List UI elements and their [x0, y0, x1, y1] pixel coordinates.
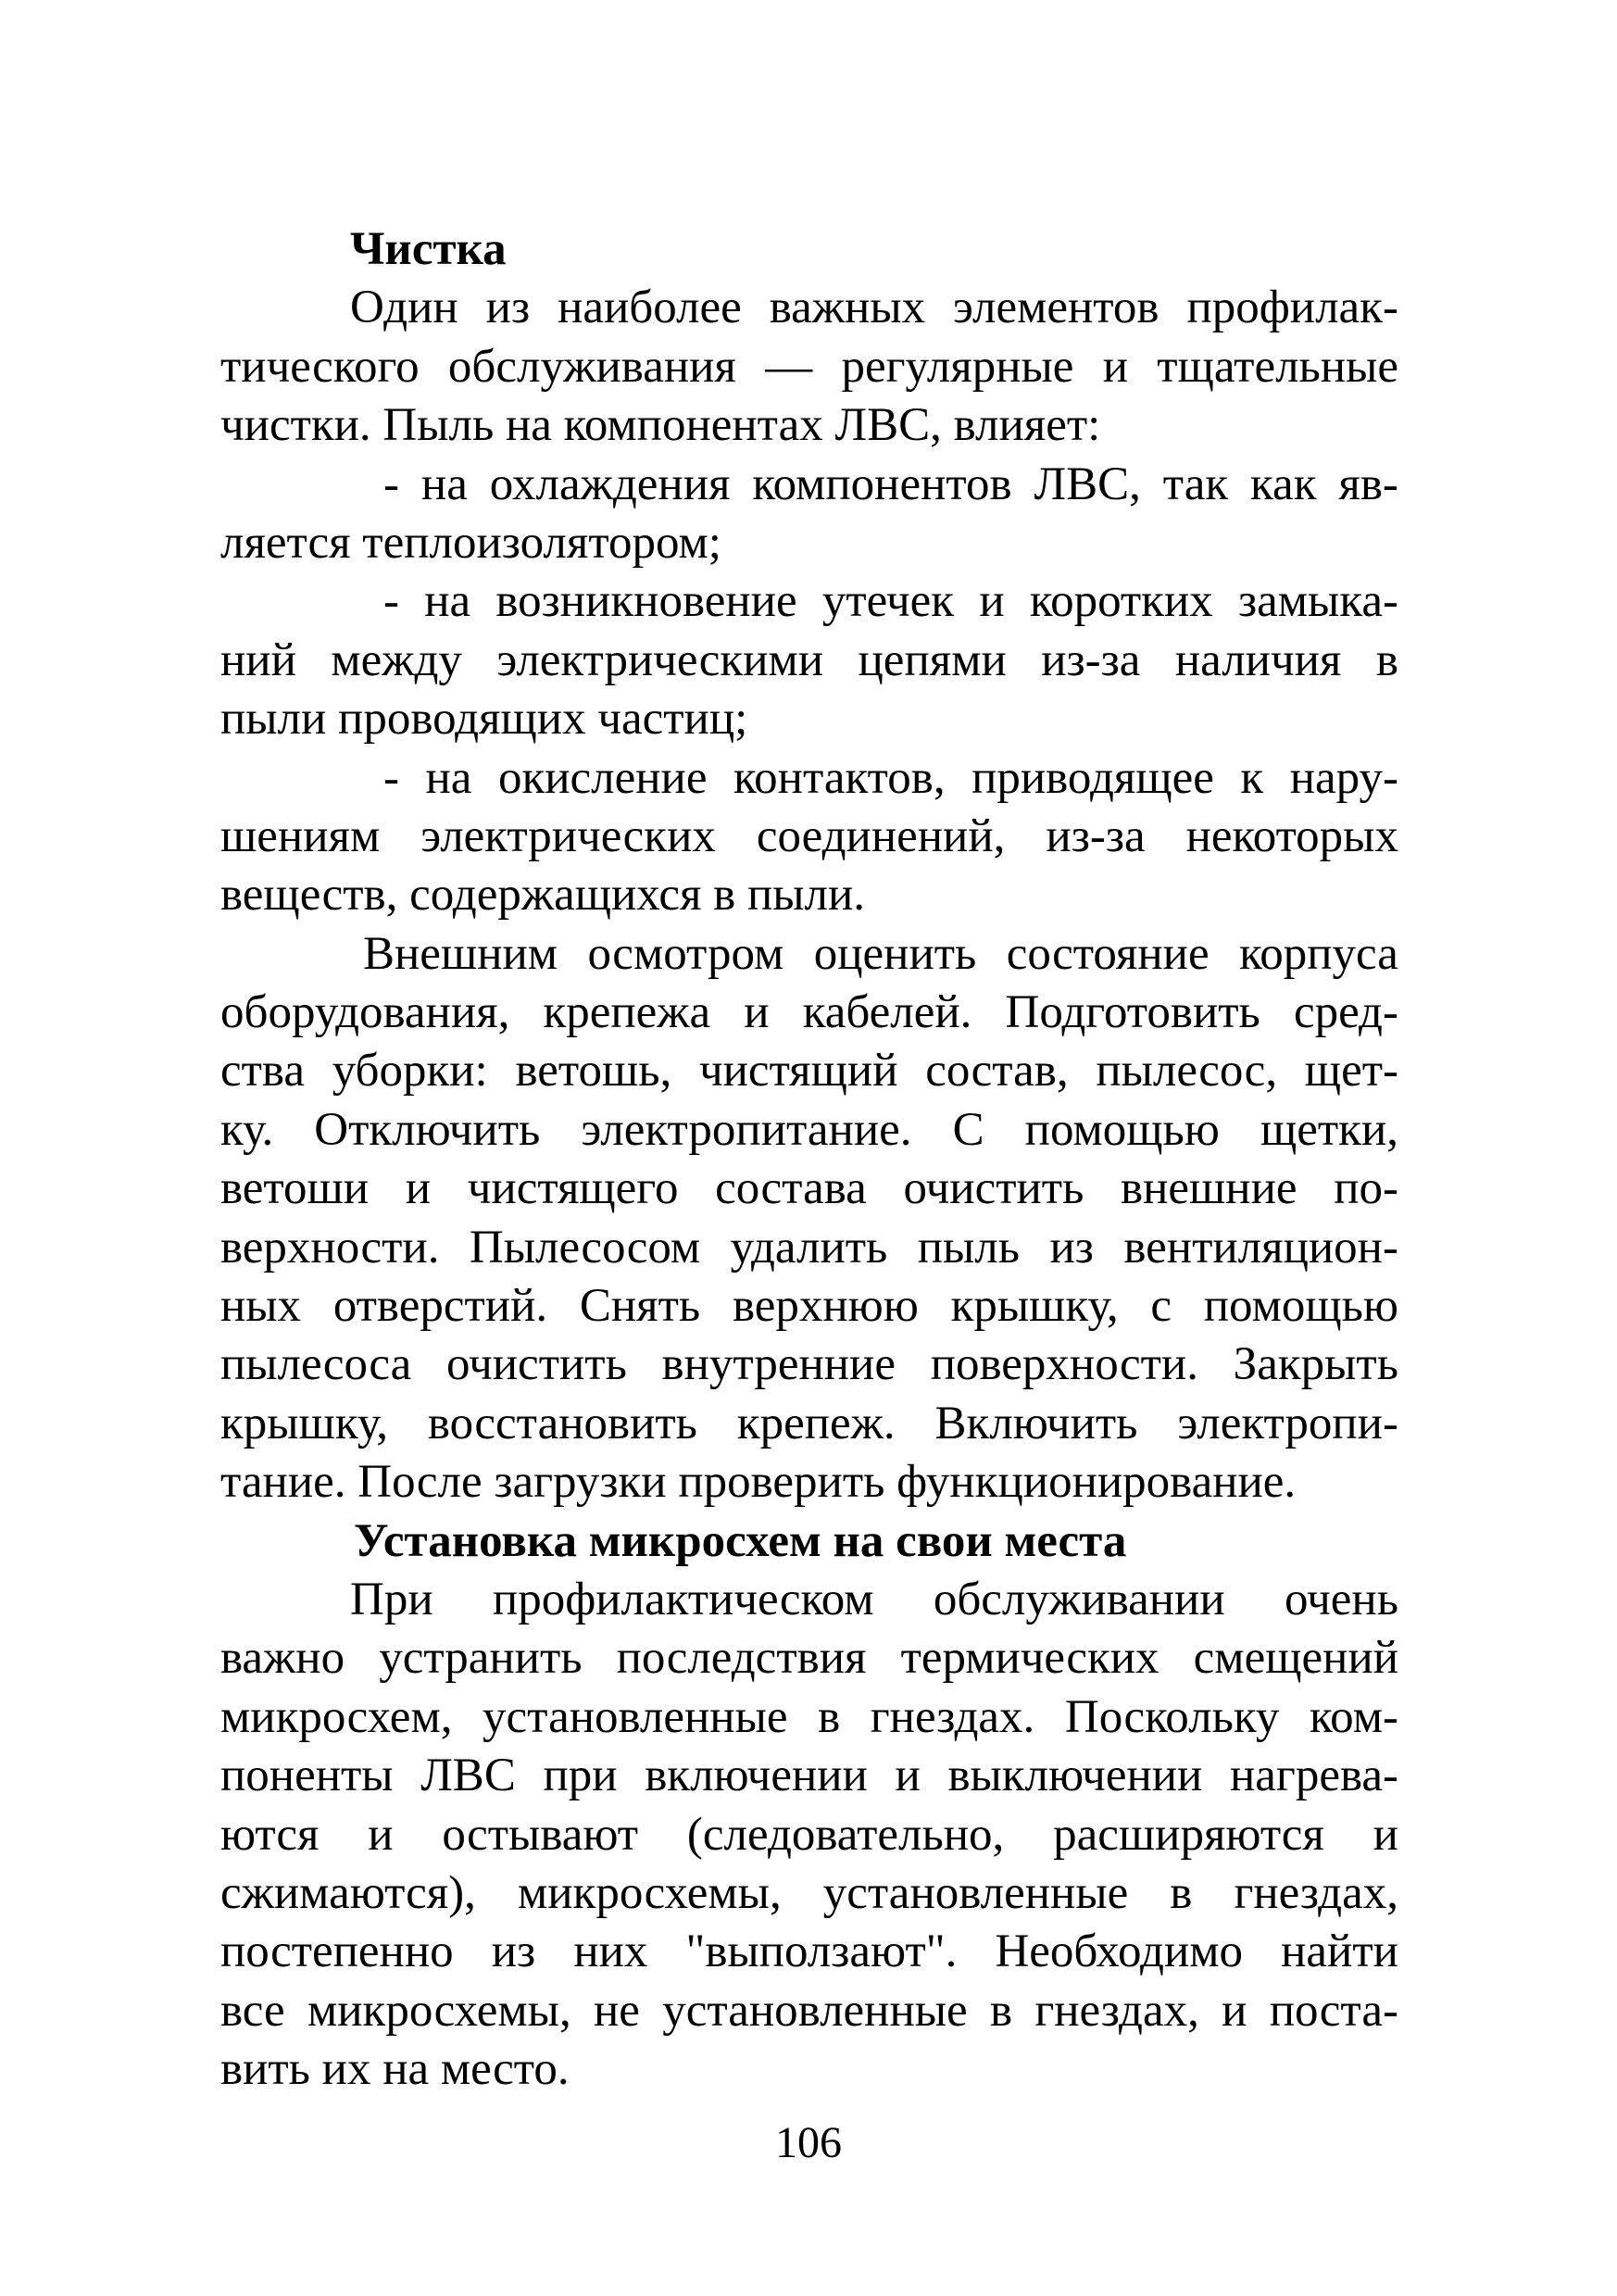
word: важных: [769, 282, 926, 334]
word: отверстий.: [332, 1280, 548, 1333]
word: ных: [220, 1280, 302, 1333]
word: внешние: [1121, 1162, 1297, 1215]
word: ЛВС: [420, 1750, 516, 1802]
word: из-за: [1041, 634, 1141, 686]
word: возникновение: [495, 575, 797, 628]
text-line: [220, 808, 1398, 866]
section-heading: [220, 220, 1398, 279]
word: и: [1373, 1808, 1398, 1861]
word: из: [1049, 1221, 1094, 1273]
word: помощью: [1024, 1103, 1220, 1156]
word: включении: [645, 1750, 868, 1802]
word: к: [1240, 751, 1264, 804]
text-line: [220, 456, 1398, 514]
word: с: [1150, 1280, 1172, 1333]
line-text: веществ, содержащихся в пыли.: [220, 869, 866, 922]
word: оборудования,: [220, 986, 510, 1039]
word: щет-: [1304, 1045, 1398, 1098]
word: Пылесосом: [469, 1221, 701, 1273]
text-line: [220, 279, 1398, 337]
word: Один: [350, 282, 458, 334]
word: обслуживания: [447, 340, 736, 393]
word: из: [485, 282, 531, 334]
word: уборки:: [332, 1045, 488, 1098]
word: шениям: [220, 809, 381, 862]
word: из-за: [1046, 809, 1146, 862]
word: термических: [900, 1632, 1159, 1685]
word: поверхности.: [930, 1338, 1198, 1391]
word: устранить: [379, 1632, 583, 1685]
word: ком-: [1309, 1690, 1398, 1743]
word: Закрыть: [1233, 1338, 1398, 1391]
text-line: [220, 1629, 1398, 1687]
word: чистящий: [698, 1045, 898, 1098]
word: установленные: [483, 1690, 788, 1743]
text-line: [220, 1806, 1398, 1864]
text-line: [220, 632, 1398, 690]
word: и: [979, 575, 1005, 628]
word: вентиляцион-: [1123, 1221, 1398, 1273]
word: (следовательно,: [686, 1808, 1005, 1861]
word: остывают: [442, 1808, 639, 1861]
word: -: [383, 575, 399, 628]
line-text: Установка микросхем на свои места: [354, 1514, 1127, 1567]
word: крышку,: [950, 1280, 1119, 1333]
word: некоторых: [1185, 809, 1398, 862]
text-line: [220, 1219, 1398, 1277]
text-line: [220, 1042, 1398, 1100]
word: удалить: [730, 1221, 888, 1273]
word: в: [1375, 634, 1398, 686]
word: поненты: [220, 1750, 394, 1802]
text-line: [220, 396, 1398, 455]
text-line: [220, 1747, 1398, 1805]
word: С: [952, 1103, 984, 1156]
word: на: [420, 458, 468, 510]
line-text: тание. После загрузки проверить функционирование.: [220, 1456, 1297, 1509]
word: гнездах,: [1234, 1866, 1398, 1919]
text-line: [220, 338, 1398, 396]
word: ку.: [220, 1103, 274, 1156]
word: пылесос,: [1096, 1045, 1278, 1098]
word: окисление: [497, 751, 708, 804]
text-line: [220, 1395, 1398, 1453]
word: тического: [220, 340, 420, 393]
word: верхности.: [220, 1221, 440, 1273]
word: состояние: [1006, 927, 1210, 980]
word: При: [350, 1573, 433, 1625]
word: электрическими: [496, 634, 824, 686]
word: как: [1250, 458, 1317, 510]
word: в: [818, 1690, 841, 1743]
word: очистить: [903, 1162, 1084, 1215]
word: и: [405, 1162, 432, 1215]
word: Внешним: [363, 927, 558, 980]
word: Включить: [934, 1397, 1138, 1449]
text-line: [220, 1453, 1398, 1512]
word: найти: [1281, 1926, 1398, 1978]
line-text: пыли проводящих частиц;: [220, 693, 748, 746]
word: помощью: [1203, 1280, 1398, 1333]
text-line: [220, 2040, 1398, 2099]
text-line: [220, 1160, 1398, 1218]
word: и: [1222, 1984, 1247, 2037]
word: верхнюю: [732, 1280, 919, 1333]
text-line: [220, 514, 1398, 572]
word: и: [1102, 340, 1128, 393]
word: важно: [220, 1632, 345, 1685]
word: электрических: [420, 809, 716, 862]
word: яв-: [1338, 458, 1398, 510]
word: "выползают".: [685, 1926, 958, 1978]
word: осмотром: [587, 927, 784, 980]
text-line: [220, 984, 1398, 1042]
word: из: [491, 1926, 536, 1978]
word: в: [1170, 1866, 1193, 1919]
word: сжимаются),: [220, 1866, 476, 1919]
word: постепенно: [220, 1926, 454, 1978]
word: восстановить: [427, 1397, 697, 1449]
text-line: [220, 1571, 1398, 1629]
word: утечек: [821, 575, 955, 628]
text-line: [220, 1688, 1398, 1747]
word: поста-: [1269, 1984, 1398, 2037]
word: -: [383, 458, 399, 510]
word: электропитание.: [581, 1103, 912, 1156]
word: и: [744, 986, 770, 1039]
word: приводящее: [971, 751, 1214, 804]
word: Необходимо: [995, 1926, 1244, 1978]
word: микросхемы,: [517, 1866, 782, 1919]
word: кабелей.: [802, 986, 972, 1039]
word: электропи-: [1177, 1397, 1398, 1449]
word: микросхем,: [220, 1690, 453, 1743]
text-line: [220, 1864, 1398, 1923]
word: охлаждения: [489, 458, 731, 510]
word: крепеж.: [736, 1397, 896, 1449]
word: соединений,: [756, 809, 1006, 862]
word: и: [368, 1808, 394, 1861]
word: них: [573, 1926, 648, 1978]
word: корпуса: [1239, 927, 1398, 980]
word: так: [1162, 458, 1229, 510]
text-line: [220, 1101, 1398, 1160]
section-heading: [220, 1512, 1398, 1571]
word: Отключить: [314, 1103, 541, 1156]
word: регулярные: [841, 340, 1074, 393]
word: микросхемы,: [307, 1984, 571, 2037]
word: и: [895, 1750, 921, 1802]
word: сред-: [1293, 986, 1398, 1039]
text-line: [220, 572, 1398, 631]
word: крепежа: [543, 986, 711, 1039]
word: наиболее: [558, 282, 742, 334]
word: на: [425, 751, 472, 804]
word: ются: [220, 1808, 320, 1861]
word: цепями: [858, 634, 1007, 686]
page-body: [220, 220, 1398, 2100]
word: последствия: [616, 1632, 867, 1685]
word: ний: [220, 634, 296, 686]
word: по-: [1334, 1162, 1398, 1215]
word: оценить: [813, 927, 977, 980]
line-text: Чистка: [350, 223, 507, 275]
word: ветошь,: [515, 1045, 672, 1098]
word: между: [331, 634, 462, 686]
word: ветоши: [220, 1162, 370, 1215]
word: компонентов: [752, 458, 1012, 510]
word: расширяются: [1053, 1808, 1324, 1861]
word: очистить: [445, 1338, 627, 1391]
word: гнездах.: [870, 1690, 1035, 1743]
word: в: [989, 1984, 1013, 2037]
word: элементов: [953, 282, 1159, 334]
line-text: чистки. Пыль на компонентах ЛВС, влияет:: [220, 399, 1101, 452]
word: гнездах,: [1034, 1984, 1199, 2037]
word: контактов,: [733, 751, 946, 804]
word: внутренние: [661, 1338, 896, 1391]
word: коротких: [1029, 575, 1213, 628]
word: установленные: [822, 1866, 1129, 1919]
word: состава: [715, 1162, 867, 1215]
word: обслуживании: [933, 1573, 1225, 1625]
word: очень: [1284, 1573, 1398, 1625]
word: установленные: [662, 1984, 968, 2037]
page-number: 106: [775, 2118, 842, 2167]
word: профилак-: [1186, 282, 1398, 334]
word: выключении: [947, 1750, 1203, 1802]
word: не: [593, 1984, 640, 2037]
word: Подготовить: [1005, 986, 1260, 1039]
text-line: [220, 1336, 1398, 1394]
text-line: [220, 1277, 1398, 1336]
text-line: [220, 925, 1398, 984]
word: нару-: [1289, 751, 1398, 804]
word: состав,: [925, 1045, 1069, 1098]
word: пылесоса: [220, 1338, 412, 1391]
word: смещений: [1193, 1632, 1398, 1685]
word: крышку,: [220, 1397, 389, 1449]
word: все: [220, 1984, 285, 2037]
word: щетки,: [1260, 1103, 1398, 1156]
line-text: ляется теплоизолятором;: [220, 516, 721, 569]
line-text: вить их на место.: [220, 2043, 570, 2096]
word: ства: [220, 1045, 305, 1098]
word: на: [424, 575, 471, 628]
word: наличия: [1174, 634, 1342, 686]
word: ЛВС,: [1034, 458, 1141, 510]
text-line: [220, 749, 1398, 808]
word: тщательные: [1157, 340, 1398, 393]
word: пыль: [917, 1221, 1021, 1273]
word: профилактическом: [492, 1573, 874, 1625]
text-line: [220, 1982, 1398, 2040]
word: —: [765, 340, 813, 393]
word: Снять: [579, 1280, 701, 1333]
text-line: [220, 866, 1398, 924]
word: -: [383, 751, 399, 804]
word: при: [543, 1750, 618, 1802]
text-line: [220, 690, 1398, 748]
word: чистящего: [467, 1162, 679, 1215]
word: замыка-: [1238, 575, 1398, 628]
text-line: [220, 1923, 1398, 1981]
word: нагрева-: [1229, 1750, 1398, 1802]
word: Поскольку: [1064, 1690, 1280, 1743]
